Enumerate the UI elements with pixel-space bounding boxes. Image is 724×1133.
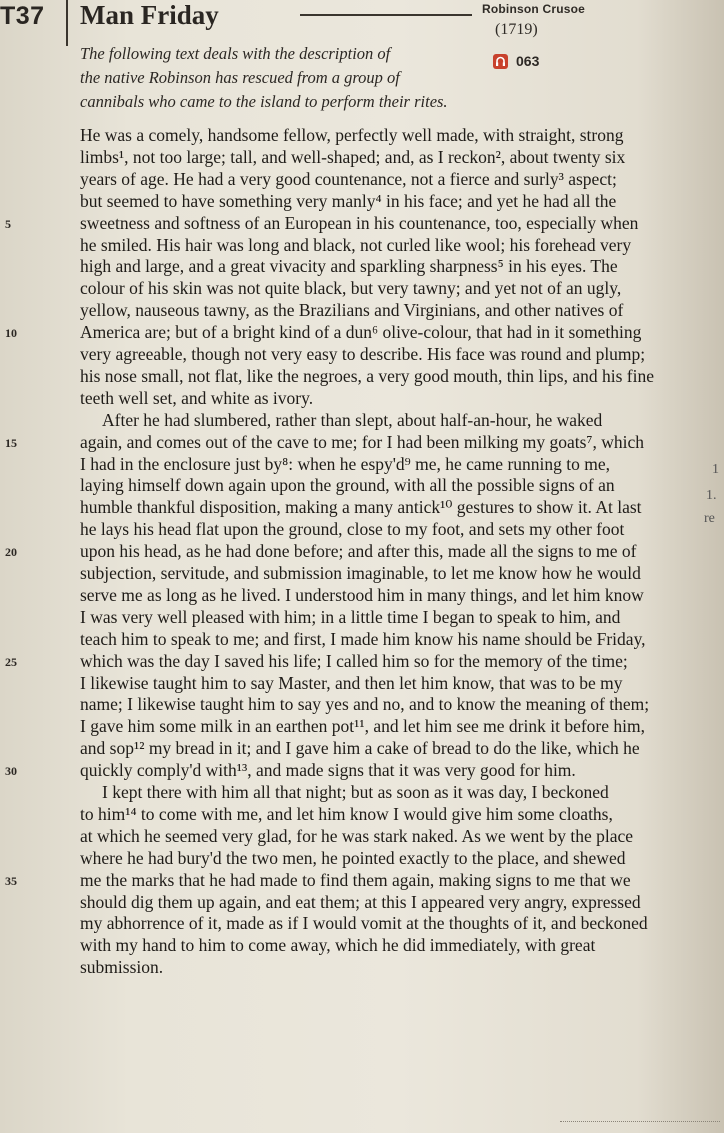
text-line: limbs¹, not too large; tall, and well-shaped; and, as I reckon², about twenty six [80,146,626,167]
text-line: he smiled. His hair was long and black, not curled like wool; his forehead very [80,234,632,255]
section-code: T37 [0,2,45,30]
text-line: submission. [80,957,164,978]
text-line: I was very well pleased with him; in a little time I began to speak to him, and [80,606,621,627]
text-line: my abhorrence of it, made as if I would vomit at the thoughts of it, and beckoned [80,913,648,934]
text-line: America are; but of a bright kind of a dun⁶ olive-colour, that had in it something [80,322,642,343]
intro-line: The following text deals with the description of [80,44,391,63]
text-line: to him¹⁴ to come with me, and let him know I would give him some cloaths, [80,803,613,824]
text-line: years of age. He had a very good countenance, not a fierce and surly³ aspect; [80,168,617,189]
audio-track[interactable] [493,53,539,69]
margin-fragment: 1 [712,462,719,477]
text-line: I gave him some milk in an earthen pot¹¹, and let him see me drink it before him, [80,716,645,737]
text-line: where he had bury'd the two men, he pointed exactly to the place, and shewed [80,847,626,868]
line-number: 5 [5,216,11,231]
text-line: high and large, and a great vivacity and sparkling sharpness⁵ in his eyes. The [80,256,618,277]
text-line: sweetness and softness of an European in his countenance, too, especially when [80,212,639,233]
text-line: He was a comely, handsome fellow, perfectly well made, with straight, strong [80,125,624,145]
text-line: teach him to speak to me; and first, I made him know his name should be Friday, [80,628,646,649]
text-line: very agreeable, though not very easy to describe. His face was round and plump; [80,344,646,364]
text-line: me the marks that he had made to find them again, making signs to me that we [80,869,631,890]
line-number: 15 [5,435,17,450]
text-line: quickly comply'd with¹³, and made signs that it was very good for him. [80,760,576,781]
text-line: subjection, servitude, and submission imaginable, to let me know how he would [80,563,641,583]
text-line: at which he seemed very glad, for he was stark naked. As we went by the place [80,825,634,846]
intro-text [80,42,490,114]
margin-fragment: 1. [706,488,717,503]
line-number: 25 [5,654,17,669]
publication-year: (1719) [495,21,538,38]
line-number: 35 [5,873,17,888]
line-number: 20 [5,545,17,560]
text-line: and sop¹² my bread in it; and I gave him a cake of bread to do the like, which he [80,738,640,759]
text-line: teeth well set, and white as ivory. [80,387,314,408]
audio-icon [493,54,508,69]
text-line: I likewise taught him to say Master, and then let him know, that was to be my [80,672,623,693]
text-line: laying himself down again upon the ground, with all the possible signs of an [80,475,615,496]
text-line: I kept there with him all that night; but as soon as it was day, I beckoned [102,782,609,802]
line-number: 30 [5,764,17,779]
author-name: Robinson Crusoe [482,2,586,16]
text-line: his nose small, not flat, like the negroes, a very good mouth, thin lips, and his fine [80,365,655,386]
text-line: with my hand to him to come away, which he did immediately, with great [80,935,596,956]
page-title: Man Friday [80,0,219,30]
title-rule [300,14,472,16]
text-line: I had in the enclosure just by⁸: when he espy'd⁹ me, he came running to me, [80,453,611,474]
footer-dotted-rule [560,1121,720,1123]
text-line: humble thankful disposition, making a many antick¹⁰ gestures to show it. At last [80,497,642,518]
line-number: 10 [5,326,17,341]
header-divider [66,0,68,46]
text-line: upon his head, as he had done before; and after this, made all the signs to me of [80,541,637,562]
text-line: he lays his head flat upon the ground, close to my foot, and sets my other foot [80,519,625,540]
intro-line: the native Robinson has rescued from a group of [80,68,400,87]
text-line: again, and comes out of the cave to me; for I had been milking my goats⁷, which [80,431,644,452]
text-line: but seemed to have something very manly⁴ in his face; and yet he had all the [80,190,617,211]
text-line: name; I likewise taught him to say yes and no, and to know the meaning of them; [80,694,650,715]
margin-fragment: re [704,511,715,526]
text-line: which was the day I saved his life; I called him so for the memory of the time; [80,650,628,671]
text-line: serve me as long as he lived. I understood him in many things, and let him know [80,584,644,605]
text-line: should dig them up again, and eat them; at this I appeared very angry, expressed [80,891,641,912]
intro-line: cannibals who came to the island to perform their rites. [80,92,448,111]
audio-track-number: 063 [516,53,540,69]
text-line: colour of his skin was not quite black, but very tawny; and yet not of an ugly, [80,278,622,299]
text-line: yellow, nauseous tawny, as the Brazilians and Virginians, and other natives of [80,300,624,321]
text-line: After he had slumbered, rather than slept, about half-an-hour, he waked [102,409,603,430]
